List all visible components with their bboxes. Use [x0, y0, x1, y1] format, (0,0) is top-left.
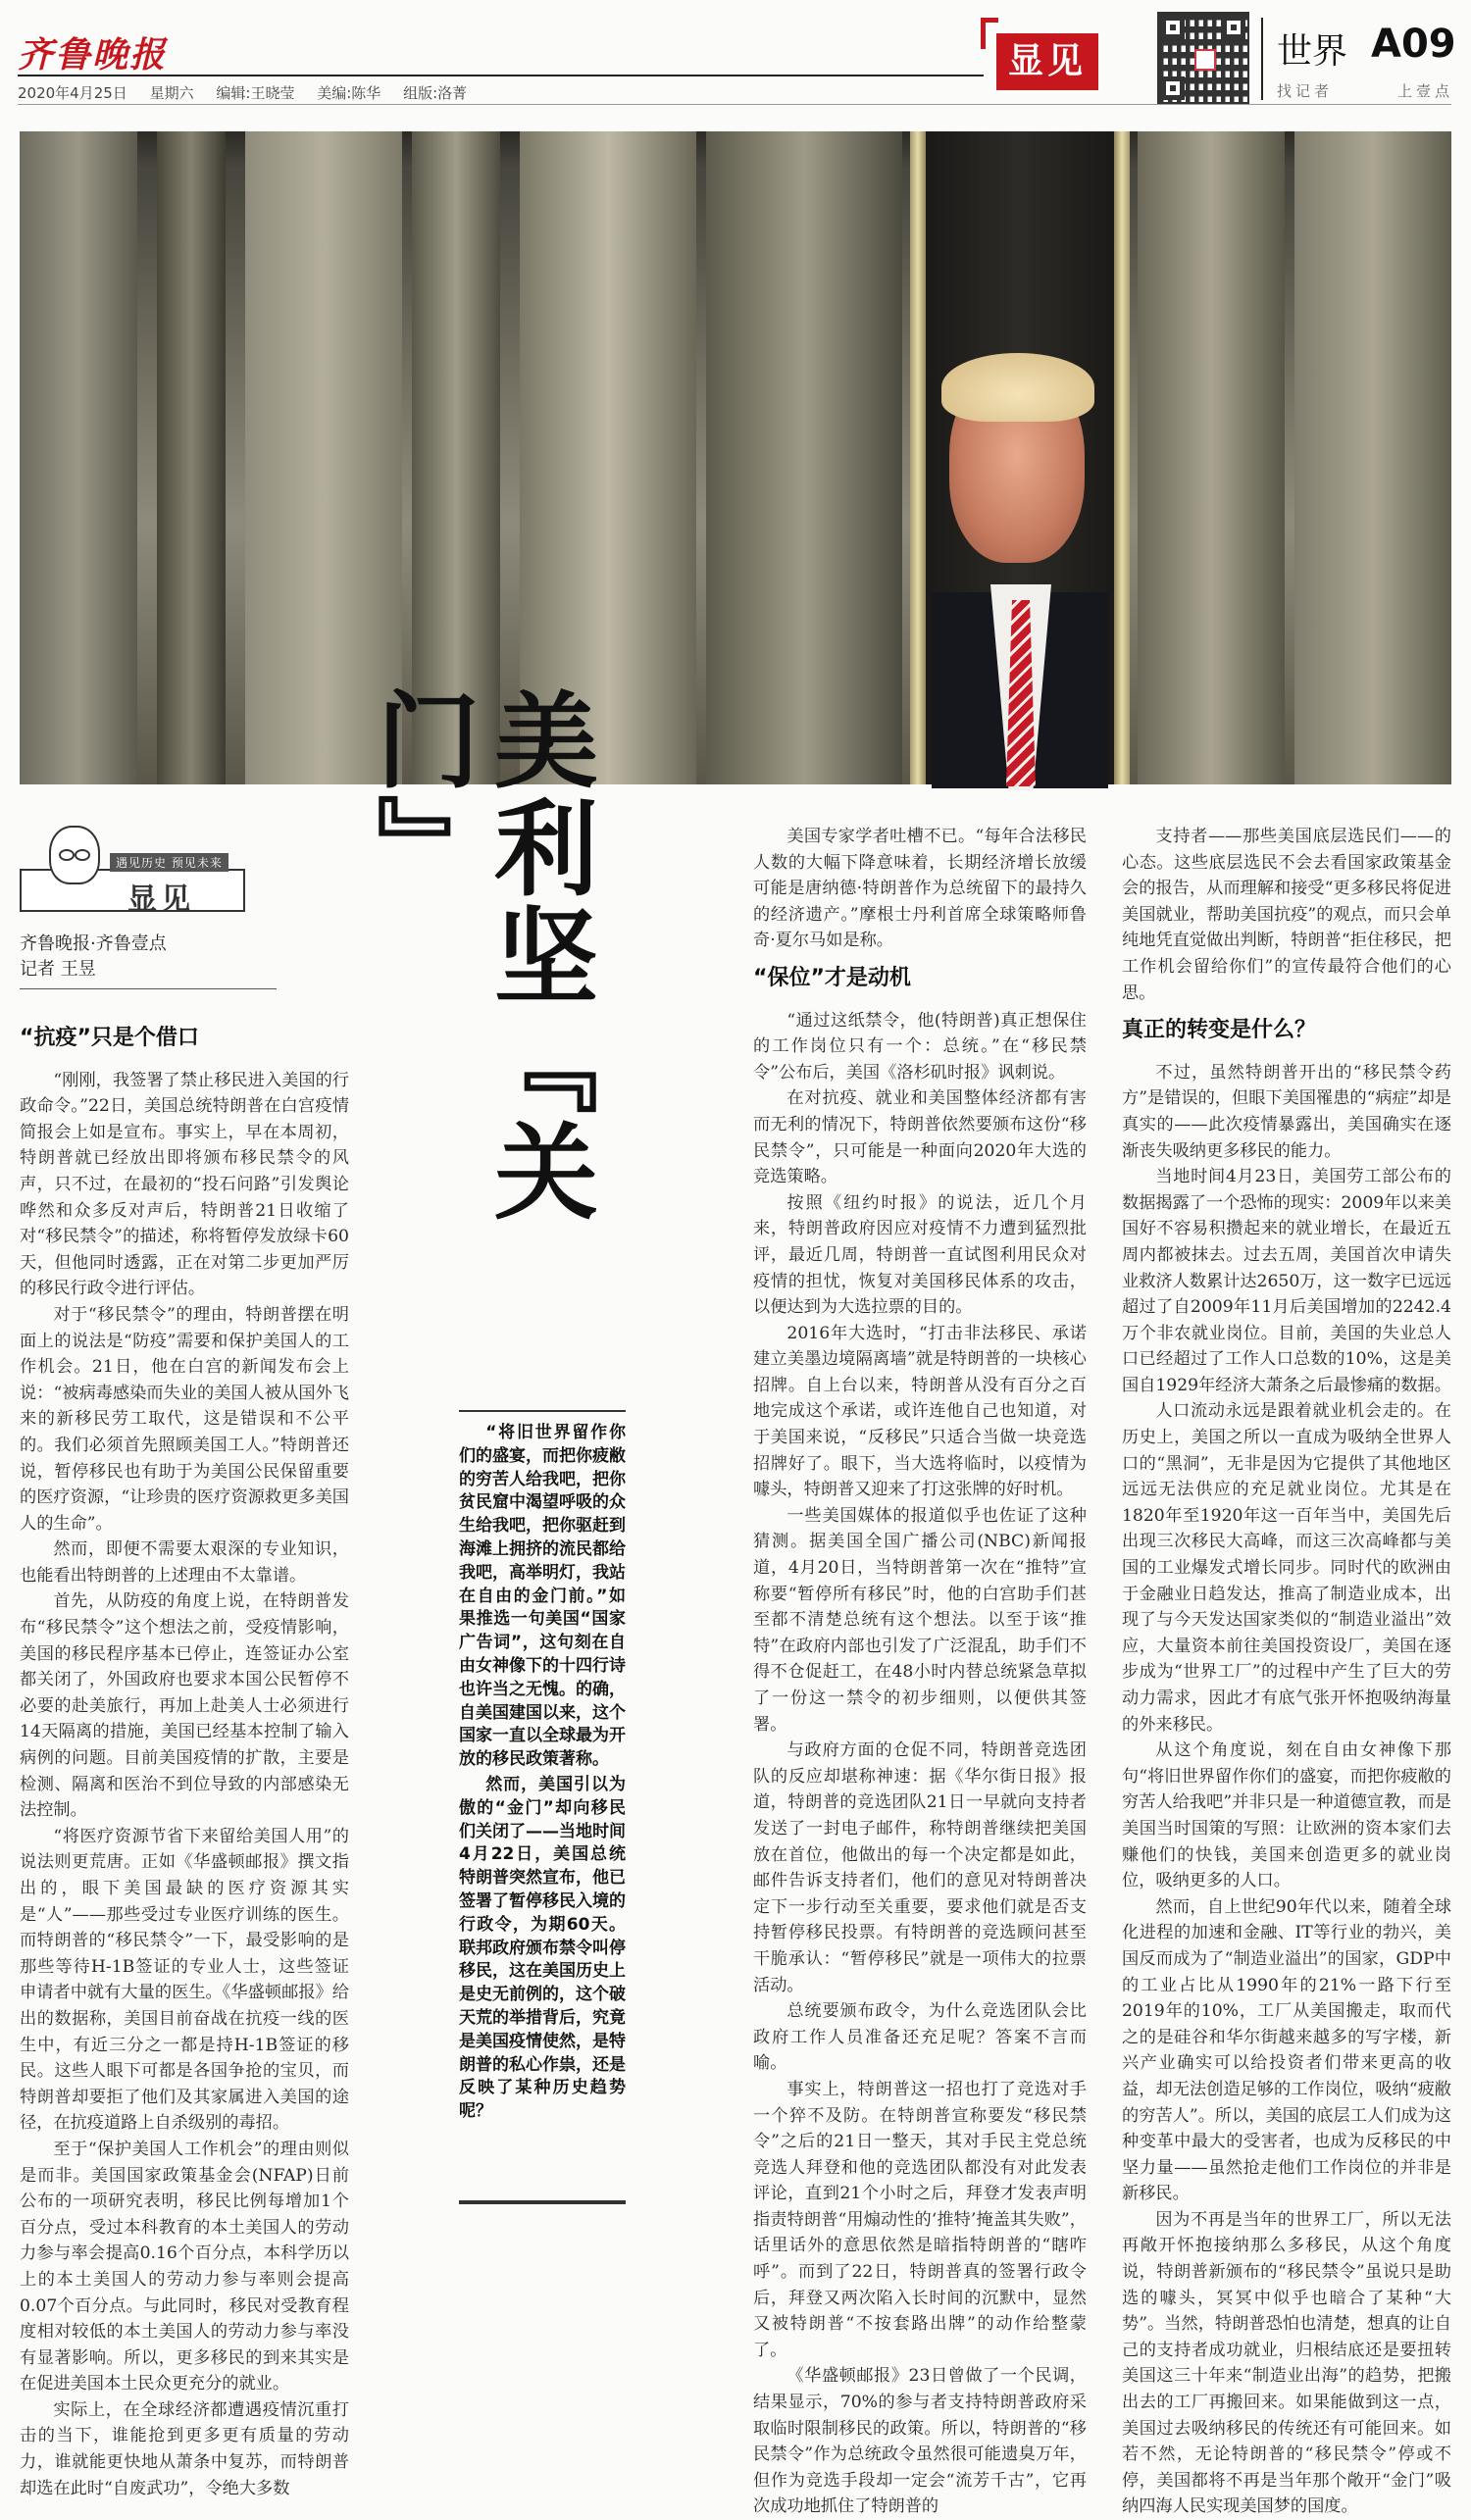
- paragraph: 然而，自上世纪90年代以来，随着全球化进程的加速和金融、IT等行业的勃兴，美国反而成为了“制造业溢出”的国家，GDP中的工业占比从1990年的21%一路下行至2019年的10%，工厂从美国搬走，取而代之的是硅谷和华尔街越来越多的写字楼，新兴产业确实可以给投资者们带来更高的收益，却无法创造足够的工作岗位，吸纳“疲敝的穷苦人”。所以，美国的底层工人们成为这种变革中最大的受害者，也成为反移民的中坚力量——虽然抢走他们工作岗位的并非是新移民。: [1122, 1896, 1451, 2204]
- headline: 美利坚『关门』: [360, 686, 598, 1226]
- reporter-app-label: 上壹点: [1396, 82, 1453, 100]
- author-rule: [20, 988, 277, 989]
- lede-paragraph: 然而，美国引以为傲的“金门”却向移民们关闭了——当地时间4月22日，美国总统特朗普突然宣布，他已签署了暂停移民入境的行政令，为期60天。联邦政府颁布禁令叫停移民，这在美国历史上是史无前例的，这个破天荒的举措背后，究竟是美国疫情使然，是特朗普的私心作祟，还是反映了某种历史趋势呢？: [459, 1774, 626, 2122]
- masthead-rule: [18, 75, 984, 76]
- editor-credit: 编辑:王晓莹: [216, 84, 295, 102]
- paragraph: 总统要颁布政令，为什么竞选团队会比政府工作人员准备还充足呢？答案不言而喻。: [753, 2001, 1087, 2074]
- paragraph: 支持者——那些美国底层选民们——的心态。这些底层选民不会去看国家政策基金会的报告，从而理解和接受“更多移民将促进美国就业，帮助美国抗疫”的观点，而只会单纯地凭直觉做出判断，特朗普“拒住移民，把工作机会留给你们”的宣传最符合他们的心思。: [1122, 827, 1451, 1003]
- paragraph: “将医疗资源节省下来留给美国人用”的说法则更荒唐。正如《华盛顿邮报》撰文指出的，眼下美国最缺的医疗资源其实是“人”——那些受过专业医疗训练的医生。而特朗普的“移民禁令”一下，最受影响的是那些等待H-1B签证的专业人士，这些签证申请者中就有大量的医生。《华盛顿邮报》给出的数据称，美国目前奋战在抗疫一线的医生中，有近三分之一都是持H-1B签证的移民。这些人眼下可都是各国争抢的宝贝，而特朗普却要拒了他们及其家属进入美国的途径，在抗疫道路上自杀级别的毒招。: [20, 1826, 349, 2134]
- photo-door-panel: [706, 131, 902, 784]
- issue-meta: [18, 82, 484, 103]
- author-block: [20, 932, 275, 983]
- section-name: 世界: [1277, 31, 1348, 72]
- subhead-1: “抗疫”只是个借口: [20, 1026, 199, 1050]
- qr-corner-icon: [1222, 16, 1245, 39]
- paragraph: 事实上，特朗普这一招也打了竞选对手一个猝不及防。在特朗普宣称要发“移民禁令”之后的21日一整天，其对手民主党总统竞选人拜登和他的竞选团队都没有对此发表评论，直到21个小时之后，拜登才发表声明指责特朗普“用煽动性的‘推特’掩盖其失败”，话里话外的意思依然是暗指特朗普的“瞎咋呼”。而到了22日，特朗普真的签署行政令后，拜登又两次陷入长时间的沉默中，显然又被特朗普“不按套路出牌”的动作给整蒙了。: [753, 2079, 1087, 2360]
- article-column-1: [20, 1014, 349, 2498]
- find-reporter-label: 找记者: [1277, 82, 1334, 100]
- column-badge: [981, 18, 1100, 88]
- qr-corner-icon: [1161, 76, 1185, 100]
- photo-hair: [941, 353, 1094, 422]
- art-editor-credit: 美编:陈华: [317, 84, 381, 102]
- lede-box: [459, 1422, 626, 2285]
- paragraph: 因为不再是当年的世界工厂，所以无法再敞开怀抱接纳那么多移民，从这个角度说，特朗普新颁布的“移民禁令”虽说只是助选的噱头，冥冥中似乎也暗合了某种“大势”。当然，特朗普恐怕也清楚，想真的让自己的支持者成功就业，归根结底还是要扭转美国这三十年来“制造业出海”的趋势，把搬出去的工厂再搬回来。如果能做到这一点，美国过去吸纳移民的传统还有可能回来。如若不然，无论特朗普的“移民禁令”停或不停，美国都将不再是当年那个敞开“金门”吸纳四海人民实现美国梦的国度。: [1122, 2209, 1451, 2517]
- paragraph: 《华盛顿邮报》23日曾做了一个民调，结果显示，70%的参与者支持特朗普政府采取临时限制移民的政策。所以，特朗普的“移民禁令”作为总统政令虽然很可能遗臭万年，但作为竞选手段却一定会“流芳千古”，它再次成功地抓住了特朗普的: [753, 2366, 1087, 2517]
- photo-door-frame: [1114, 131, 1130, 784]
- paragraph: 从这个角度说，刻在自由女神像下那句“将旧世界留作你们的盛宴，而把你疲敝的穷苦人给我吧”并非只是一种道德宣教，而是美国当时国策的写照：让欧洲的资本家们去赚他们的快钱，美国来创造更多的就业岗位，吸纳更多的人口。: [1122, 1740, 1451, 1891]
- column-brand: 显见: [127, 882, 194, 917]
- paragraph: 人口流动永远是跟着就业机会走的。在历史上，美国之所以一直成为吸纳全世界人口的“黑洞”，无非是因为它提供了其他地区远远无法供应的充足就业岗位。尤其是在1820年至1920年这一百年当中，美国先后出现三次移民大高峰，而这三次高峰都与美国的工业爆发式增长同步。同时代的欧洲由于金融业日趋发达，推高了制造业成本，出现了与今天发达国家类似的“制造业溢出”效应，大量资本前往美国投资设厂，美国在逐步成为“世界工厂”的过程中产生了巨大的劳动力需求，因此才有底气张开怀抱吸纳海量的外来移民。: [1122, 1401, 1451, 1735]
- photo-door-panel: [1294, 131, 1451, 784]
- masthead-bottom-rule: [18, 104, 1451, 105]
- author-name: 记者 王昱: [20, 959, 96, 980]
- paragraph: “刚刚，我签署了禁止移民进入美国的行政命令。”22日，美国总统特朗普在白宫疫情简报会上如是宣布。事实上，早在本周初，特朗普就已经放出即将颁布移民禁令的风声，只不过，在最初的“投石问路”引发舆论哗然和众多反对声后，特朗普21日收缩了对“移民禁令”的描述，称将暂停发放绿卡60天，但他同时透露，正在对第二步更加严厉的移民行政令进行评估。: [20, 1070, 349, 1299]
- reporter-hotline: [1277, 80, 1453, 101]
- qr-logo-icon: [1194, 49, 1216, 71]
- qr-corner-icon: [1161, 16, 1185, 39]
- paragraph: 实际上，在全球经济都遭遇疫情沉重打击的当下，谁能抢到更多更有质量的劳动力，谁就能更快地从萧条中复苏，而特朗普却选在此时“自废武功”，令绝大多数: [20, 2399, 349, 2498]
- photo-door-panel: [157, 131, 226, 784]
- author-org: 齐鲁晚报·齐鲁壹点: [20, 933, 167, 954]
- paragraph: “通过这纸禁令，他(特朗普)真正想保住的工作岗位只有一个：总统。”在“移民禁令”公布后，美国《洛杉矶时报》讽刺说。: [753, 1010, 1087, 1083]
- issue-date: 2020年4月25日: [18, 84, 127, 102]
- paragraph: 不过，虽然特朗普开出的“移民禁令药方”是错误的，但眼下美国罹患的“病症”却是真实的——此次疫情暴露出，美国确实在逐渐丧失吸纳更多移民的能力。: [1122, 1062, 1451, 1161]
- subhead-3: 真正的转变是什么？: [1122, 1018, 1317, 1043]
- paragraph: 至于“保护美国人工作机会”的理由则似是而非。美国国家政策基金会(NFAP)日前公布的一项研究表明，移民比例每增加1个百分点，受过本科教育的本土美国人的劳动力参与率会提高0.16个百分点，本科学历以上的本土美国人的劳动力参与率则会提高0.07个百分点。与此同时，移民对受教育程度相对较低的本土美国人的劳动力参与率没有显著影响。所以，更多移民的到来其实是在促进美国本土民众更充分的就业。: [20, 2139, 349, 2394]
- paragraph: 一些美国媒体的报道似乎也佐证了这种猜测。据美国全国广播公司(NBC)新闻报道，4月20日，当特朗普第一次在“推特”宣称要“暂停所有移民”时，他的白宫助手们甚至都不清楚总统有这个想法。以至于该“推特”在政府内部也引发了广泛混乱，助手们不得不仓促赶工，在48小时内替总统紧急草拟了一份这一禁令的初步细则，以便供其签署。: [753, 1505, 1087, 1735]
- paragraph: 当地时间4月23日，美国劳工部公布的数据揭露了一个恐怖的现实：2009年以来美国好不容易积攒起来的就业增长，在最近五周内都被抹去。过去五周，美国首次申请失业救济人数累计达2650万，这一数字已远远超过了自2009年11月后美国增加的2242.4万个非农就业岗位。目前，美国的失业总人口已经超过了工作人口总数的10%，这是美国自1929年经济大萧条之后最惨痛的数据。: [1122, 1167, 1451, 1395]
- article-column-4: [1122, 824, 1451, 2517]
- masthead: [0, 0, 1471, 129]
- lede-rule-bottom: [459, 2200, 626, 2204]
- page-number: A09: [1371, 22, 1456, 67]
- paragraph: 然而，即便不需要太艰深的专业知识，也能看出特朗普的上述理由不太靠谱。: [20, 1539, 349, 1586]
- paragraph: 在对抗疫、就业和美国整体经济都有害而无利的情况下，特朗普依然要颁布这份“移民禁令”，只可能是一种面向2020年大选的竞选策略。: [753, 1088, 1087, 1187]
- photo-door-panel: [20, 131, 137, 784]
- columnist-avatar-icon: [49, 826, 100, 884]
- paragraph: 2016年大选时，“打击非法移民、承诺建立美墨边境隔离墙”就是特朗普的一块核心招牌。自上台以来，特朗普从没有百分之百地完成这个承诺，或许连他自己也知道，对于美国来说，“反移民”只适合当做一块竞选招牌好了。眼下，当大选将临时，以疫情为噱头，特朗普又迎来了打这张牌的好时机。: [753, 1323, 1087, 1500]
- masthead-divider: [1261, 18, 1263, 100]
- photo-door-frame: [910, 131, 926, 784]
- photo-door-panel: [1138, 131, 1285, 784]
- newspaper-logo: 齐鲁晚报: [18, 34, 168, 76]
- paragraph: 美国专家学者吐槽不已。“每年合法移民人数的大幅下降意味着，长期经济增长放缓可能是唐纳德·特朗普作为总统留下的最持久的经济遗产。”摩根士丹利首席全球策略师鲁奇·夏尔马如是称。: [753, 827, 1087, 951]
- paragraph: 按照《纽约时报》的说法，近几个月来，特朗普政府因应对疫情不力遭到猛烈批评，最近几周，特朗普一直试图利用民众对疫情的担忧，恢复对美国移民体系的攻击，以便达到为大选拉票的目的。: [753, 1192, 1087, 1318]
- lede-rule-top: [459, 1410, 626, 1412]
- article-column-3: [753, 824, 1087, 2517]
- lede-paragraph: “将旧世界留作你们的盛宴，而把你疲敝的穷苦人给我吧，把你贫民窟中渴望呼吸的众生给我吧，把你驱赶到海滩上拥挤的流民都给我吧，高举明灯，我站在自由的金门前。”如果推选一句美国“国家广告词”，这句刻在自由女神像下的十四行诗也许当之无愧。的确，自美国建国以来，这个国家一直以全球最为开放的移民政策著称。: [459, 1423, 626, 1770]
- paragraph: 与政府方面的仓促不同，特朗普竞选团队的反应却堪称神速：据《华尔街日报》报道，特朗普的竞选团队21日一早就向支持者发送了一封电子邮件，称特朗普继续把美国放在首位，他做出的每一个决定都是如此，邮件告诉支持者们，他们的意见对特朗普决定下一步行动至关重要，要求他们就是否支持暂停移民投票。有特朗普的竞选顾问甚至干脆承认：“暂停移民”就是一项伟大的拉票活动。: [753, 1740, 1087, 1995]
- qr-code-icon[interactable]: [1157, 12, 1249, 104]
- column-logo: [20, 824, 245, 917]
- column-badge-label: 显见: [996, 33, 1098, 90]
- issue-weekday: 星期六: [149, 84, 194, 102]
- paragraph: 首先，从防疫的角度上说，在特朗普发布“移民禁令”这个想法之前，受疫情影响，美国的移民程序基本已停止，连签证办公室都关闭了，外国政府也要求本国公民暂停不必要的赴美旅行，再加上赴美人士必须进行14天隔离的措施，美国已经基本控制了输入病例的问题。目前美国疫情的扩散，主要是检测、隔离和医治不到位导致的内部感染无法控制。: [20, 1591, 349, 1821]
- layout-credit: 组版:洛菁: [403, 84, 468, 102]
- lead-photo: [20, 131, 1451, 784]
- paragraph: 对于“移民禁令”的理由，特朗普摆在明面上的说法是“防疫”需要和保护美国人的工作机会。21日，他在白宫的新闻发布会上说：“被病毒感染而失业的美国人被从国外飞来的新移民劳工取代，这是错误和不公平的。我们必须首先照顾美国工人。”特朗普还说，暂停移民也有助于为美国公民保留重要的医疗资源，“让珍贵的医疗资源救更多美国人的生命”。: [20, 1304, 349, 1534]
- subhead-2: “保位”才是动机: [753, 965, 911, 990]
- column-slogan: 遇见历史 预见未来: [110, 853, 228, 872]
